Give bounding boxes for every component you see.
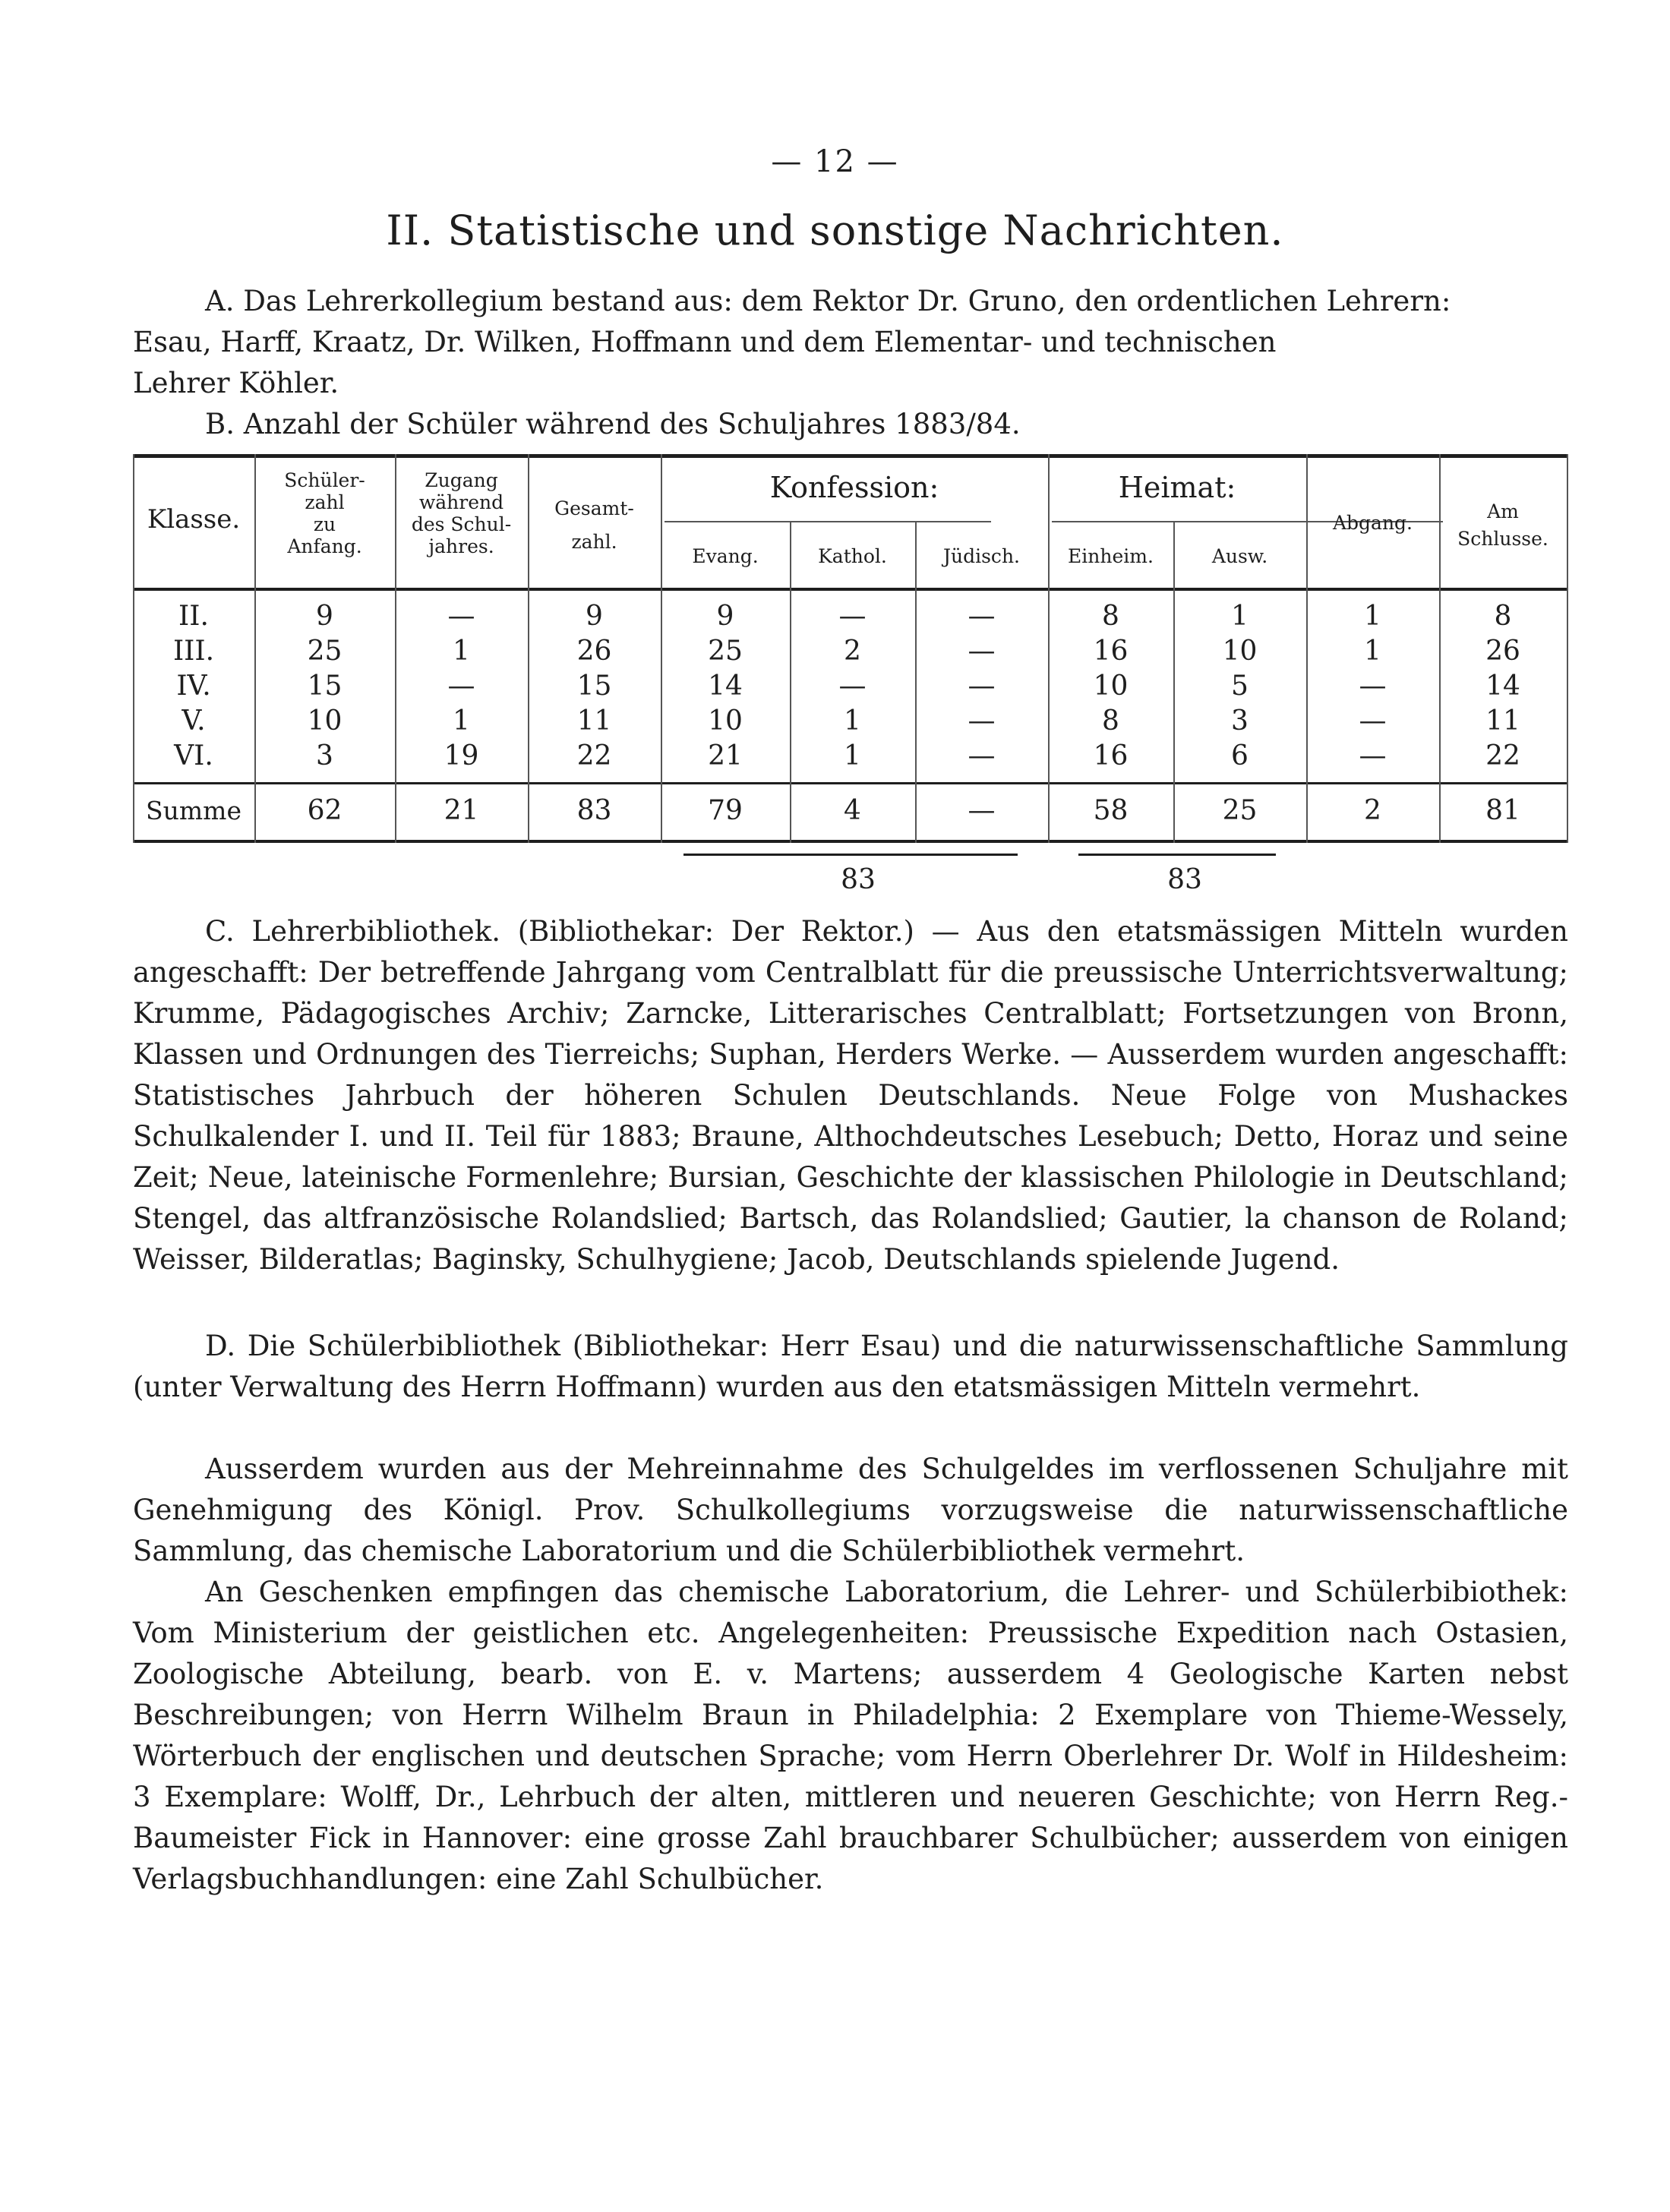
paragraph-c: C. Lehrerbibliothek. (Bibliothekar: Der Rektor.) — Aus den etatsmässigen Mitteln wurden angeschafft: Der betreffende Jahrgang vom Centralblatt für die preussische Unterrichtsverwaltung; Krumme, Pädagogisches Archiv; Zarncke, Litterarisches Centralblatt; Fortsetzungen von Bronn, Klassen und Ordnungen des Tierreichs; Suphan, Herders Werke. — Ausserdem wurden angeschafft: Statistisches Jahrbuch der höheren Schulen Deutschlands. Neue Folge von Mushackes Schulkalender I. und II. Teil für 1883; Braune, Althochdeutsches Lesebuch; Detto, Horaz und seine Zeit; Neue, lateinische Formenlehre; Bursian, Geschichte der klassischen Philologie in Deutschland; Stengel, das altfranzösische Rolandslied; Bartsch, das Rolandslied; Gautier, la chanson de Roland; Weisser, Bilderatlas; Baginsky, Schulhygiene; Jacob, Deutschlands spielende Jugend. — [133, 915, 1568, 1276]
header-einheim: Einheim. — [1068, 545, 1154, 567]
cell-anfang: 15 — [307, 671, 343, 702]
cell-schluss: 22 — [1485, 740, 1520, 772]
cell-abgang: 1 — [1364, 601, 1381, 632]
header-juedisch: Jüdisch. — [942, 545, 1020, 567]
cell-einheim: 16 — [1093, 740, 1129, 772]
cell-kathol: 1 — [844, 740, 861, 772]
cell-kathol: 2 — [844, 636, 861, 667]
cell-kathol: 1 — [844, 705, 861, 737]
cell-gesamt: 9 — [586, 601, 603, 632]
cell-ausw: 5 — [1231, 671, 1249, 702]
cell-schluss: 14 — [1485, 671, 1520, 702]
header-zugang — [395, 469, 528, 557]
cell-evang: 21 — [708, 740, 743, 772]
table-row — [133, 635, 1568, 670]
cell-gesamt: 15 — [576, 671, 612, 702]
header-ausw: Ausw. — [1211, 545, 1268, 567]
paragraph-a-line-3: Lehrer Köhler. — [133, 367, 339, 399]
cell-abgang: — — [1359, 671, 1387, 702]
cell-einheim: 58 — [1093, 795, 1129, 826]
table-bottom-rule — [133, 840, 1568, 843]
paragraph-a — [133, 281, 1568, 404]
table-row — [133, 600, 1568, 635]
cell-evang: 10 — [708, 705, 743, 737]
header-schuelerzahl-line: zu — [313, 513, 336, 535]
cell-evang: 9 — [716, 601, 734, 632]
cell-ausw: 6 — [1231, 740, 1249, 772]
cell-gesamt: 11 — [576, 705, 612, 737]
paragraph-f: An Geschenken empfingen das chemische Laboratorium, die Lehrer- und Schülerbibiothek: Vom Ministerium der geistlichen etc. Angelegenheiten: Preussische Expedition nach Ostasien, Zoologische Abteilung, bearb. von E. v. Martens; ausserdem 4 Geologische Karten nebst Beschreibungen; von Herrn Wilhelm Braun in Philadelphia: 2 Exemplare von Thieme-Wessely, Wörterbuch der englischen und deutschen Sprache; vom Herrn Oberlehrer Dr. Wolf in Hildesheim: 3 Exemplare: Wolff, Dr., Lehrbuch der alten, mittleren und neueren Geschichte; von Herrn Reg.-Baumeister Fick in Hannover: eine grosse Zahl brauchbarer Schulbücher; ausserdem von einigen Verlagsbuchhandlungen: eine Zahl Schulbücher. — [133, 1576, 1568, 1895]
header-abgang: Abgang. — [1332, 512, 1413, 534]
table-row — [133, 740, 1568, 775]
table-top-rule — [133, 454, 1568, 458]
konfession-total: 83 — [841, 864, 876, 895]
cell-einheim: 16 — [1093, 636, 1129, 667]
paragraph-a-line-1: A. Das Lehrerkollegium bestand aus: dem Rektor Dr. Gruno, den ordentlichen Lehrern: — [205, 285, 1451, 317]
cell-kathol: 4 — [844, 795, 861, 826]
paragraph-a-line-2: Esau, Harff, Kraatz, Dr. Wilken, Hoffmann und dem Elementar- und technischen — [133, 326, 1277, 358]
cell-evang: 14 — [708, 671, 743, 702]
cell-juedisch: — — [968, 740, 996, 772]
paragraph-d: D. Die Schülerbibliothek (Bibliothekar: Herr Esau) und die naturwissenschaftliche Sammlung (unter Verwaltung des Herrn Hoffmann) wurden aus den etatsmässigen Mitteln vermehrt. — [133, 1330, 1568, 1403]
cell-zugang: 1 — [453, 636, 470, 667]
cell-evang: 79 — [708, 795, 743, 826]
cell-zugang: — — [447, 671, 475, 702]
cell-schluss: 11 — [1485, 705, 1520, 737]
header-klasse: Klasse. — [147, 504, 241, 535]
cell-schluss: 26 — [1485, 636, 1520, 667]
header-evang: Evang. — [692, 545, 759, 567]
cell-juedisch: — — [968, 705, 996, 737]
table-row — [133, 670, 1568, 705]
paragraph-b: B. Anzahl der Schüler während des Schuljahres 1883/84. — [205, 408, 1021, 440]
cell-juedisch: — — [968, 671, 996, 702]
header-zugang-line: des Schul- — [411, 513, 512, 535]
table-summe-row — [133, 794, 1568, 829]
cell-ausw: 3 — [1231, 705, 1249, 737]
cell-zugang: 1 — [453, 705, 470, 737]
header-schuelerzahl-line: zahl — [305, 491, 345, 513]
cell-evang: 25 — [708, 636, 743, 667]
header-gesamtzahl-line: Gesamt- — [554, 497, 634, 519]
cell-juedisch: — — [968, 601, 996, 632]
cell-anfang: 10 — [307, 705, 343, 737]
student-statistics-table — [133, 454, 1568, 849]
header-gesamtzahl — [528, 492, 661, 559]
cell-gesamt: 26 — [576, 636, 612, 667]
header-am-schlusse-line: Am — [1487, 500, 1519, 522]
cell-schluss: 81 — [1485, 795, 1520, 826]
cell-klasse: Summe — [146, 796, 242, 825]
page-number: — 12 — — [771, 144, 899, 179]
cell-juedisch: — — [968, 636, 996, 667]
cell-klasse: II. — [178, 601, 209, 632]
header-schuelerzahl — [254, 469, 395, 557]
header-zugang-line: jahres. — [428, 535, 494, 557]
cell-abgang: 1 — [1364, 636, 1381, 667]
section-heading: II. Statistische und sonstige Nachrichten. — [386, 207, 1284, 254]
cell-zugang: — — [447, 601, 475, 632]
cell-kathol: — — [838, 601, 867, 632]
cell-anfang: 62 — [307, 795, 343, 826]
header-am-schlusse — [1439, 498, 1567, 553]
cell-anfang: 3 — [316, 740, 333, 772]
cell-ausw: 10 — [1222, 636, 1258, 667]
cell-gesamt: 22 — [576, 740, 612, 772]
cell-gesamt: 83 — [576, 795, 612, 826]
cell-einheim: 8 — [1102, 705, 1119, 737]
konfession-subrule — [665, 521, 991, 522]
cell-klasse: VI. — [174, 740, 213, 772]
cell-abgang: — — [1359, 705, 1387, 737]
cell-klasse: III. — [172, 636, 215, 667]
cell-ausw: 1 — [1231, 601, 1249, 632]
cell-zugang: 19 — [444, 740, 479, 772]
cell-zugang: 21 — [444, 795, 479, 826]
header-gesamtzahl-line: zahl. — [571, 531, 617, 553]
cell-anfang: 25 — [307, 636, 343, 667]
paragraph-e: Ausserdem wurden aus der Mehreinnahme des Schulgeldes im verflossenen Schuljahre mit Genehmigung des Königl. Prov. Schulkollegiums vorzugsweise die naturwissenschaftliche Sammlung, das chemische Laboratorium und die Schülerbibliothek vermehrt. — [133, 1453, 1568, 1567]
header-kathol: Kathol. — [818, 545, 887, 567]
header-zugang-line: während — [418, 491, 504, 513]
cell-klasse: IV. — [176, 671, 211, 702]
heimat-total: 83 — [1167, 864, 1202, 895]
cell-einheim: 8 — [1102, 601, 1119, 632]
header-am-schlusse-line: Schlusse. — [1457, 528, 1548, 550]
cell-schluss: 8 — [1494, 601, 1512, 632]
header-heimat: Heimat: — [1118, 471, 1236, 504]
cell-einheim: 10 — [1093, 671, 1129, 702]
cell-klasse: V. — [182, 705, 206, 737]
cell-anfang: 9 — [316, 601, 333, 632]
table-sum-rule — [133, 782, 1568, 784]
cell-kathol: — — [838, 671, 867, 702]
header-schuelerzahl-line: Schüler- — [284, 469, 365, 491]
cell-ausw: 25 — [1222, 795, 1258, 826]
header-zugang-line: Zugang — [425, 469, 498, 491]
cell-abgang: — — [1359, 740, 1387, 772]
table-row — [133, 705, 1568, 740]
cell-juedisch: — — [968, 795, 996, 826]
header-schuelerzahl-line: Anfang. — [287, 535, 362, 557]
table-header-rule — [133, 588, 1568, 591]
cell-abgang: 2 — [1364, 795, 1381, 826]
header-konfession: Konfession: — [769, 471, 939, 504]
